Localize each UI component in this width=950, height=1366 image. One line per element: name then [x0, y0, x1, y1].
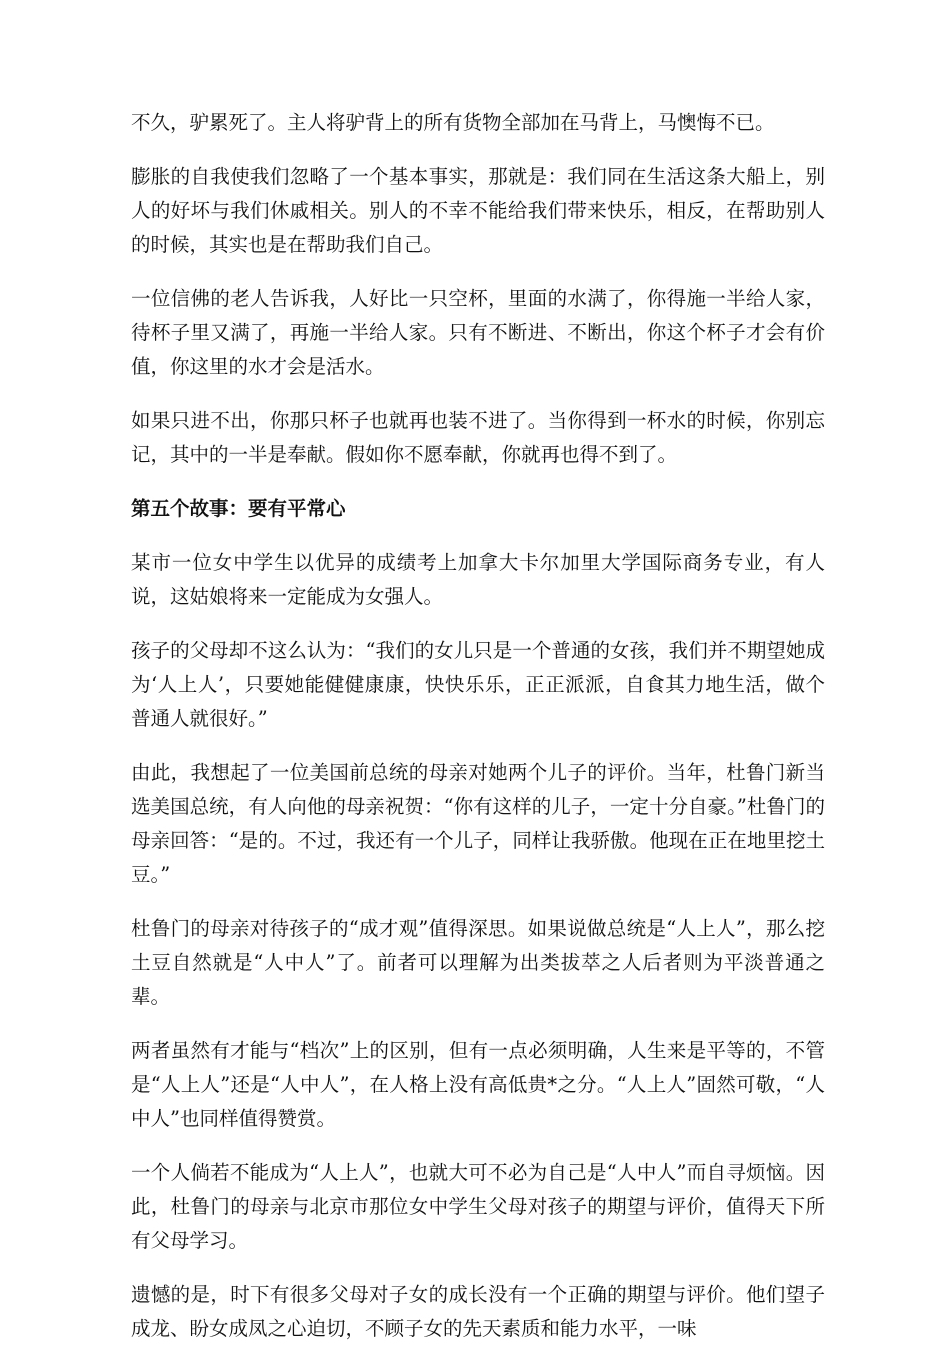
- paragraph: 杜鲁门的母亲对待孩子的“成才观”值得深思。如果说做总统是“人上人”，那么挖土豆自然就是“人中人”了。前者可以理解为出类拔萃之人后者则为平淡普通之辈。: [131, 917, 825, 1008]
- paragraph: 孩子的父母却不这么认为：“我们的女儿只是一个普通的女孩，我们并不期望她成为‘人上人’，只要她能健健康康，快快乐乐，正正派派，自食其力地生活，做个普通人就很好。”: [131, 639, 825, 730]
- paragraph: 如果只进不出，你那只杯子也就再也装不进了。当你得到一杯水的时候，你别忘记，其中的一半是奉献。假如你不愿奉献，你就再也得不到了。: [131, 409, 825, 466]
- paragraph: 一个人倘若不能成为“人上人”，也就大可不必为自己是“人中人”而自寻烦恼。因此，杜鲁门的母亲与北京市那位女中学生父母对孩子的期望与评价，值得天下所有父母学习。: [131, 1161, 825, 1252]
- paragraph: 由此，我想起了一位美国前总统的母亲对她两个儿子的评价。当年，杜鲁门新当选美国总统，有人向他的母亲祝贺：“你有这样的儿子，一定十分自豪。”杜鲁门的母亲回答：“是的。不过，我还有一个儿子，同样让我骄傲。他现在正在地里挖土豆。”: [131, 761, 825, 886]
- paragraph: 不久，驴累死了。主人将驴背上的所有货物全部加在马背上，马懊悔不已。: [131, 111, 775, 134]
- paragraph: 膨胀的自我使我们忽略了一个基本事实，那就是：我们同在生活这条大船上，别人的好坏与我们休戚相关。别人的不幸不能给我们带来快乐，相反，在帮助别人的时候，其实也是在帮助我们自己。: [131, 165, 825, 256]
- paragraph: 某市一位女中学生以优异的成绩考上加拿大卡尔加里大学国际商务专业，有人说，这姑娘将来一定能成为女强人。: [131, 551, 825, 608]
- document-page: [131, 106, 825, 1366]
- paragraph: 一位信佛的老人告诉我，人好比一只空杯，里面的水满了，你得施一半给人家，待杯子里又满了，再施一半给人家。只有不断进、不断出，你这个杯子才会有价值，你这里的水才会是活水。: [131, 287, 825, 378]
- paragraph: 遗憾的是，时下有很多父母对子女的成长没有一个正确的期望与评价。他们望子成龙、盼女成凤之心迫切，不顾子女的先天素质和能力水平，一味: [131, 1283, 825, 1340]
- paragraph: 两者虽然有才能与“档次”上的区别，但有一点必须明确，人生来是平等的，不管是“人上人”还是“人中人”，在人格上没有高低贵*之分。“人上人”固然可敬，“人中人”也同样值得赞赏。: [131, 1039, 825, 1130]
- section-heading: 第五个故事：要有平常心: [131, 497, 346, 520]
